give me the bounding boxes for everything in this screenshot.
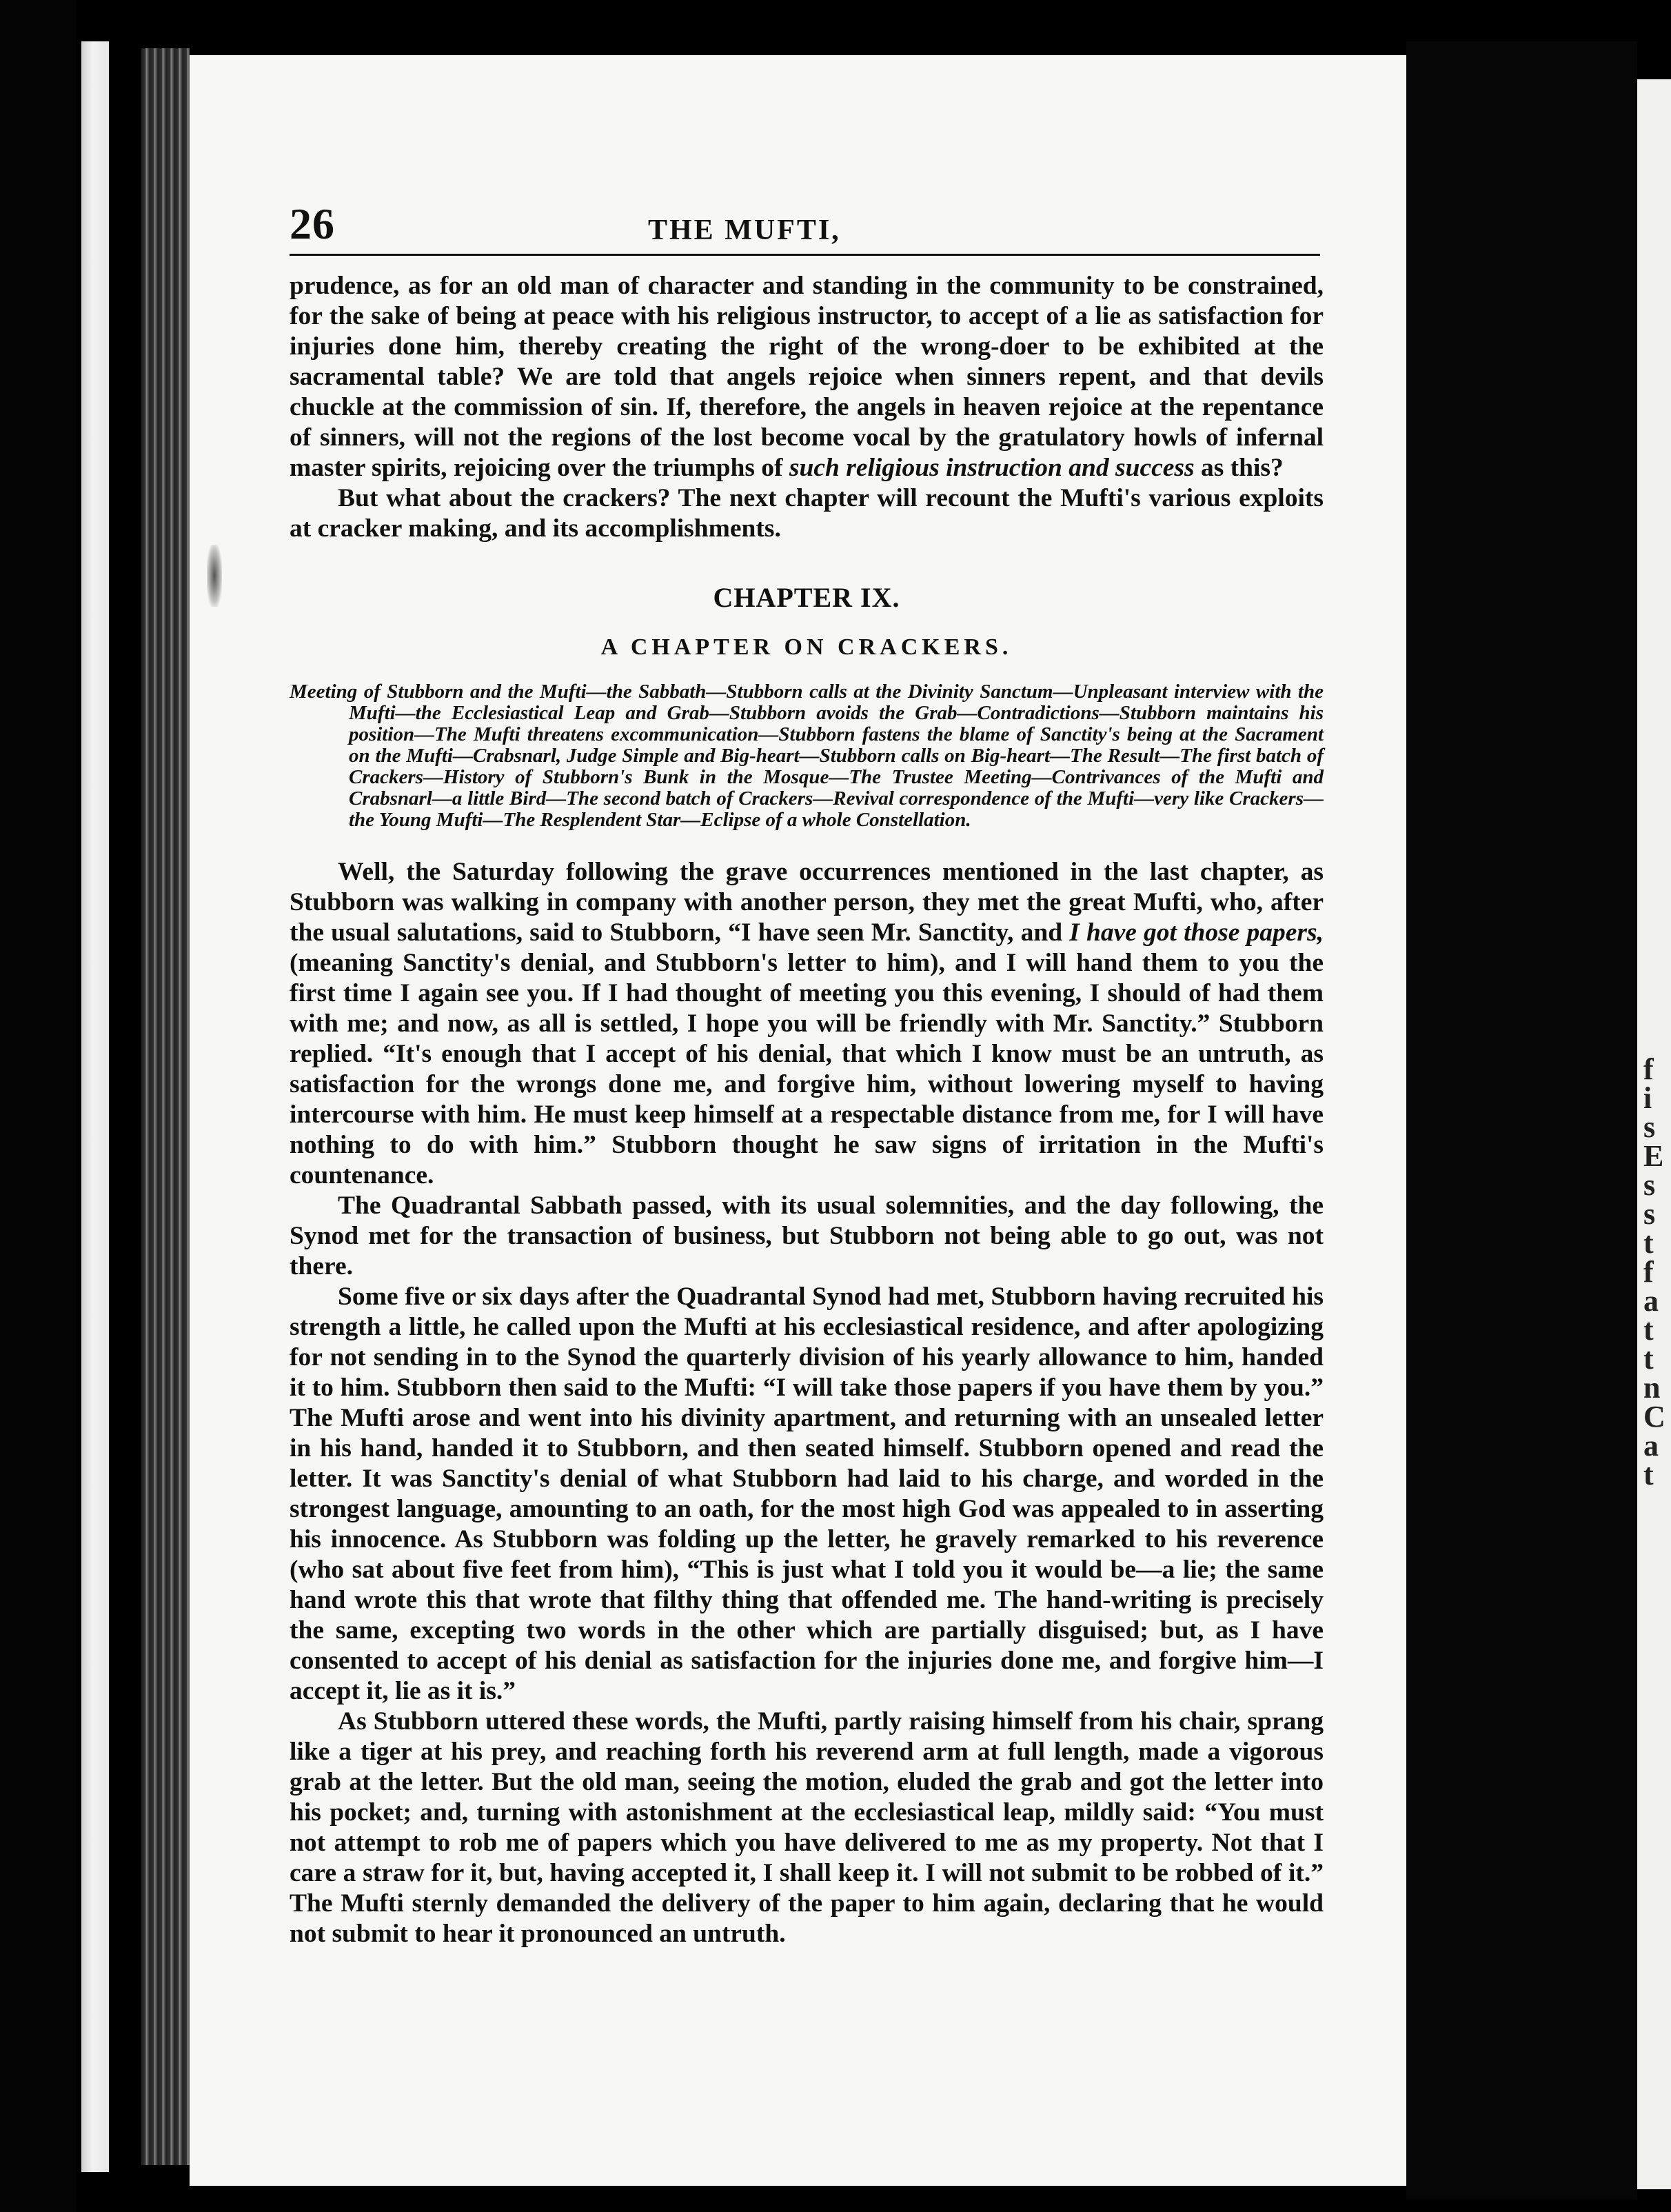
- page-content: [290, 193, 1324, 1949]
- next-page-letter: s: [1643, 1168, 1656, 1202]
- next-page-letter: a: [1643, 1429, 1659, 1462]
- paragraph: Well, the Saturday following the grave occurrences mentioned in the last chapter, as Stubborn was walking in company with another person, they met the great Mufti, who, after the usual salutations, said to Stubborn, “I have seen Mr. Sanctity, and I have got those papers, (meaning Sanctity's denial, and Stubborn's letter to him), and I will hand them to you the first time I again see you. If I had thought of meeting you this evening, I should of had them with me; and now, as all is settled, I hope you will be friendly with Mr. Sanctity.” Stubborn replied. “It's enough that I accept of his denial, that which I know must be an untruth, as satisfaction for the wrongs done me, and forgive him, without lowering myself to having intercourse with him. He must keep himself at a respectable distance from me, for I will have nothing to do with him.” Stubborn thought he saw signs of irritation in the Mufti's countenance.: [290, 858, 1324, 1189]
- next-page-letter: E: [1643, 1139, 1664, 1173]
- chapter-title: A CHAPTER ON CRACKERS.: [600, 634, 1013, 660]
- opening-text: [290, 271, 1324, 544]
- next-page-letter: t: [1643, 1226, 1654, 1260]
- next-page-letter: f: [1643, 1052, 1654, 1086]
- ink-smudge: [207, 545, 222, 607]
- next-page-letter: t: [1643, 1458, 1654, 1491]
- page-number: 26: [290, 199, 335, 248]
- next-page-letter: i: [1643, 1081, 1652, 1115]
- page-gutter: [1406, 41, 1637, 2200]
- paragraph: Some five or six days after the Quadrantal Synod had met, Stubborn having recruited his strength a little, he called upon the Mufti at his ecclesiastical residence, and after apologizing for not sending in to the Synod the quarterly division of his yearly allowance to him, handed it to him. Stubborn then said to the Mufti: “I will take those papers if you have them by you.” The Mufti arose and went into his divinity apartment, and returning with an unsealed letter in his hand, handed it to Stubborn, and then seated himself. Stubborn opened and read the letter. It was Sanctity's denial of what Stubborn had laid to his charge, and worded in the strongest language, amounting to an oath, for the most high God was appealed to in asserting his innocence. As Stubborn was folding up the letter, he gravely remarked to his reverence (who sat about five feet from him), “This is just what I told you it would be—a lie; the same hand wrote this that wrote that filthy thing that offended me. The hand-writing is precisely the same, excepting two words in the other which are partially disguised; but, as I have consented to accept of his denial as satisfaction for the injuries done me, and forgive him—I accept it, lie as it is.”: [290, 1283, 1324, 1705]
- next-page-letter: t: [1643, 1342, 1654, 1376]
- running-title: THE MUFTI,: [648, 214, 841, 246]
- previous-page-edge: [81, 41, 109, 2172]
- next-page-letter: C: [1643, 1400, 1665, 1434]
- paragraph: prudence, as for an old man of character and standing in the community to be constrained, for the sake of being at peace with his religious instructor, to accept of a lie as satisfaction for injuries done him, thereby creating the right of the wrong-doer to be exhibited at the sacramental table? We are told that angels rejoice when sinners repent, and that devils chuckle at the commission of sin. If, therefore, the angels in heaven rejoice at the repentance of sinners, will not the regions of the lost become vocal by the gratulatory howls of infernal master spirits, rejoicing over the triumphs of such religious instruction and success as this?: [290, 272, 1324, 482]
- chapter-number: CHAPTER IX.: [713, 582, 900, 613]
- chapter-text: [290, 857, 1324, 1949]
- next-page-letter: s: [1643, 1197, 1656, 1231]
- running-head: [290, 193, 1324, 248]
- paragraph: The Quadrantal Sabbath passed, with its usual solemnities, and the day following, the Synod met for the transaction of business, but Stubborn not being able to go out, was not there.: [290, 1192, 1324, 1280]
- next-page-letter: s: [1643, 1110, 1656, 1144]
- header-rule: [290, 254, 1320, 256]
- next-page-letter: f: [1643, 1255, 1654, 1289]
- paragraph: But what about the crackers? The next chapter will recount the Mufti's various exploits at cracker making, and its accomplishments.: [290, 484, 1324, 543]
- book-spine: [141, 48, 190, 2165]
- next-page-letters: [1643, 1052, 1671, 1491]
- paragraph: As Stubborn uttered these words, the Mufti, partly raising himself from his chair, sprang like a tiger at his prey, and reaching forth his reverend arm at full length, made a vigorous grab at the letter. But the old man, seeing the motion, eluded the grab and got the letter into his pocket; and, turning with astonishment at the ecclesiastical leap, mildly said: “You must not attempt to rob me of papers which you have delivered to me as my property. Not that I care a straw for it, but, having accepted it, I shall keep it. I will not submit to be robbed of it.” The Mufti sternly demanded the delivery of the paper to him again, declaring that he would not submit to hear it pronounced an untruth.: [290, 1707, 1324, 1948]
- next-page-letter: n: [1643, 1371, 1661, 1405]
- next-page-letter: t: [1643, 1313, 1654, 1347]
- next-page-letter: a: [1643, 1284, 1659, 1318]
- scanner-frame-left: [0, 0, 76, 2212]
- chapter-synopsis: Meeting of Stubborn and the Mufti—the Sabbath—Stubborn calls at the Divinity Sanctum—Unpleasant interview with the Mufti—the Ecclesiastical Leap and Grab—Stubborn avoids the Grab—Contradictions—Stubborn maintains his position—The Mufti threatens excommunication—Stubborn fastens the blame of Sanctity's being at the Sacrament on the Mufti—Crabsnarl, Judge Simple and Big-heart—Stubborn calls on Big-heart—The Result—The first batch of Crackers—History of Stubborn's Bunk in the Mosque—The Trustee Meeting—Contrivances of the Mufti and Crabsnarl—a little Bird—The second batch of Crackers—Revival correspondence of the Mufti—very like Crackers—the Young Mufti—The Resplendent Star—Eclipse of a whole Constellation.: [290, 681, 1324, 831]
